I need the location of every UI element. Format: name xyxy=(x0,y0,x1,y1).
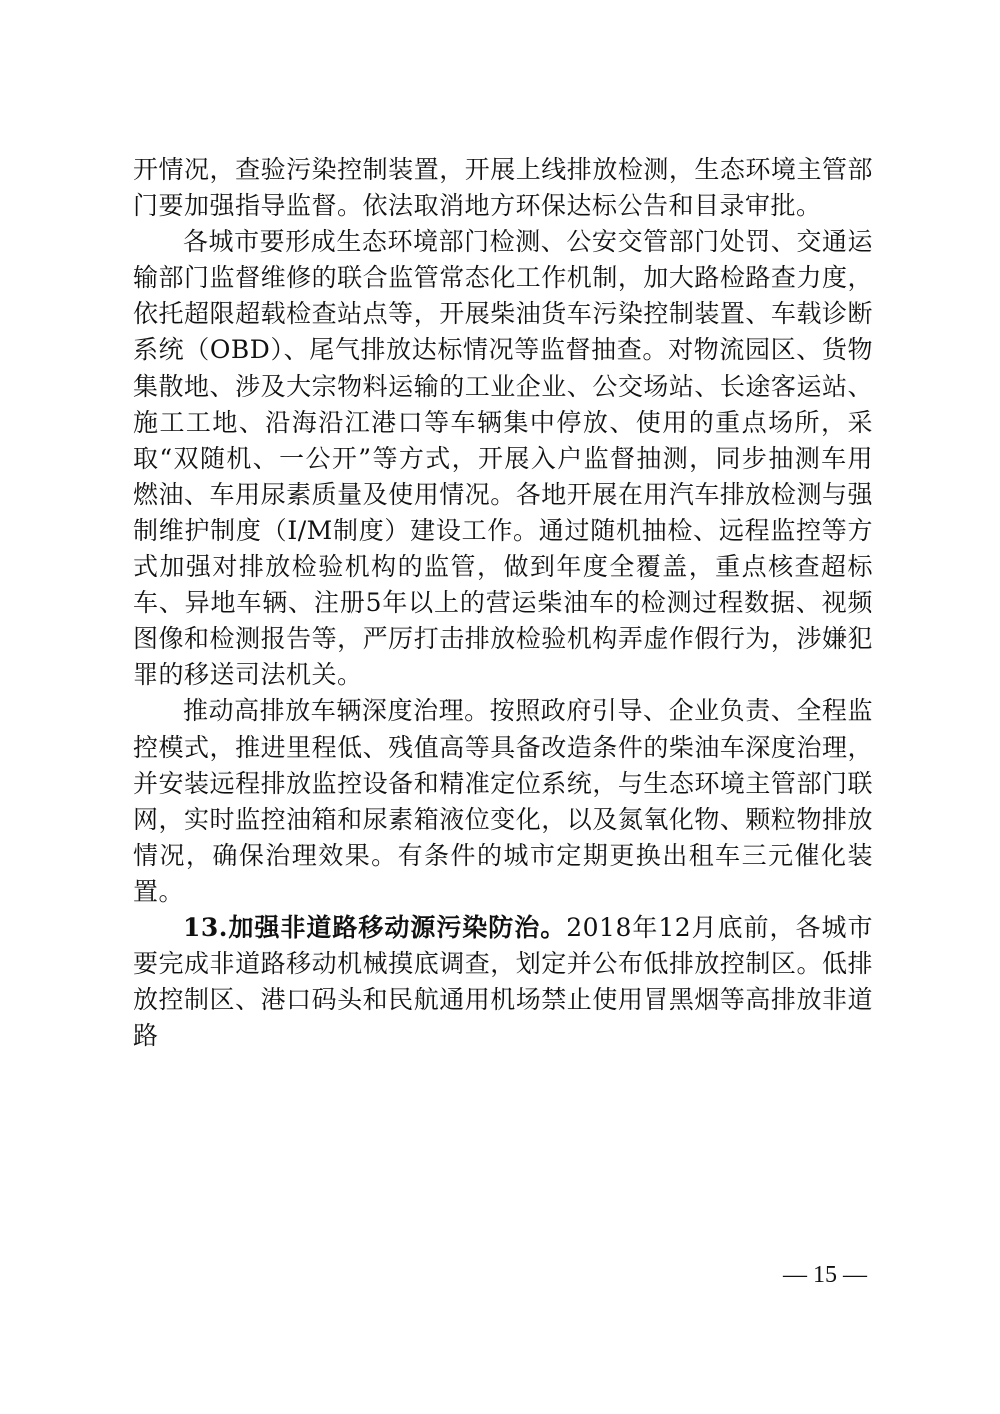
paragraph-non-road-sources xyxy=(133,910,873,1054)
paragraph-continuation: 开情况，查验污染控制装置，开展上线排放检测，生态环境主管部门要加强指导监督。依法取消地方环保达标公告和目录审批。 xyxy=(133,155,873,221)
page-number: — 15 — xyxy=(783,1262,867,1288)
body-text xyxy=(133,152,873,1054)
paragraph-joint-supervision: 各城市要形成生态环境部门检测、公安交管部门处罚、交通运输部门监督维修的联合监管常态化工作机制，加大路检路查力度，依托超限超载检查站点等，开展柴油货车污染控制装置、车载诊断系统（OBD）、尾气排放达标情况等监督抽查。对物流园区、货物集散地、涉及大宗物料运输的工业企业、公交场站、长途客运站、施工工地、沿海沿江港口等车辆集中停放、使用的重点场所，采取“双随机、一公开”等方式，开展入户监督抽测，同步抽测车用燃油、车用尿素质量及使用情况。各地开展在用汽车排放检测与强制维护制度（I/M制度）建设工作。通过随机抽检、远程监控等方式加强对排放检验机构的监管，做到年度全覆盖，重点核查超标车、异地车辆、注册5年以上的营运柴油车的检测过程数据、视频图像和检测报告等，严厉打击排放检验机构弄虚作假行为，涉嫌犯罪的移送司法机关。 xyxy=(133,227,873,690)
paragraph-deep-treatment: 推动高排放车辆深度治理。按照政府引导、企业负责、全程监控模式，推进里程低、残值高等具备改造条件的柴油车深度治理，并安装远程排放监控设备和精准定位系统，与生态环境主管部门联网，实时监控油箱和尿素箱液位变化，以及氮氧化物、颗粒物排放情况，确保治理效果。有条件的城市定期更换出租车三元催化装置。 xyxy=(133,696,873,906)
paragraph-body: 2018年12月底前，各城市要完成非道路移动机械摸底调查，划定并公布低排放控制区。低排放控制区、港口码头和民航通用机场禁止使用冒黑烟等高排放非道路 xyxy=(133,912,873,1051)
section-heading: 13.加强非道路移动源污染防治。 xyxy=(183,912,567,942)
